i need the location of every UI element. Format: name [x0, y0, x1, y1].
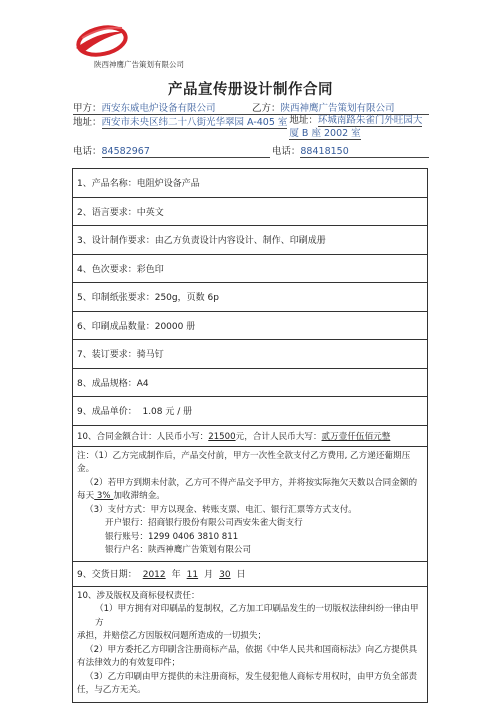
- account-label: 银行账号：: [105, 531, 148, 542]
- holder-value: 陕西神鹰广告策划有限公司: [147, 545, 252, 555]
- payment-notes: [73, 446, 428, 561]
- contract-table: [72, 168, 428, 703]
- item-language: 2、语言要求：中英文: [73, 197, 428, 226]
- total-lowercase: 21500: [208, 431, 236, 442]
- delivery-label: 9、交货日期：: [77, 570, 137, 580]
- account-value: 1299 0406 3810 811: [147, 531, 239, 542]
- address-row: [73, 114, 429, 142]
- copyright-p1a: （1）甲方拥有对印刷品的复制权，乙方加工印刷品发生的一切版权法律纠纷一律由甲方: [95, 604, 419, 628]
- month-char: 月: [204, 570, 214, 580]
- unit-price-label: 9、成品单价：: [77, 407, 137, 418]
- page-title: 产品宣传册设计制作合同: [168, 82, 333, 98]
- total-label: 10、合同金额合计：人民币小写：: [77, 431, 209, 442]
- party-b-label: 乙方：: [252, 103, 281, 114]
- delivery-year: 2012: [142, 570, 166, 580]
- copyright-heading: 10、涉及版权及商标侵权责任：: [77, 590, 200, 601]
- party-b: [250, 100, 429, 114]
- address-a-value: 西安市未央区纬二十八街光华翠园 A-405 室: [101, 117, 288, 128]
- copyright-p3b: 任，与乙方无关。: [77, 685, 146, 695]
- copyright-p1b: 承担，并赔偿乙方因版权问题所造成的一切损失；: [77, 631, 267, 641]
- item-paper: 5、印制纸张要求：250g，页数 6p: [73, 283, 428, 312]
- item-size: 8、成品规格：A4: [73, 368, 428, 397]
- phone-b-value: 88418150: [300, 146, 428, 158]
- year-char: 年: [171, 570, 181, 580]
- item-unit-price: [73, 397, 428, 426]
- note-line-1: 注：（1）乙方完成制作后，产品交付前，甲方一次性全款支付乙方费用, 乙方递还葡期压金。: [77, 450, 411, 474]
- party-b-name: 陕西神鹰广告策划有限公司: [280, 103, 395, 114]
- phone-a: [73, 143, 270, 156]
- bank-label: 开户银行：: [105, 518, 148, 528]
- delivery-date: [73, 561, 428, 586]
- delivery-day: 30: [219, 570, 231, 580]
- phone-b: [270, 143, 429, 156]
- item-total-amount: [73, 425, 428, 446]
- bank-row: [77, 517, 423, 531]
- address-b: [287, 114, 429, 142]
- item-design-requirements: 3、设计制作要求：由乙方负责设计内容设计、制作、印刷成册: [73, 226, 428, 255]
- item-binding: 7、装订要求：骑马钉: [73, 340, 428, 369]
- item-product-name: 1、产品名称：电阻炉设备产品: [73, 169, 428, 198]
- holder-row: [77, 544, 423, 558]
- copyright-section: [73, 586, 428, 702]
- phone-a-label: 电话：: [73, 146, 102, 157]
- phone-a-value: 84582967: [102, 146, 270, 158]
- account-row: [77, 531, 423, 545]
- copyright-p2a: （2）甲方委托乙方印刷含注册商标产品，依据《中华人民共和国商标法》向乙方提供具: [85, 644, 418, 655]
- holder-label: 银行户名：: [105, 545, 148, 555]
- total-mid-text: 元，合计人民币大写：: [235, 431, 322, 442]
- company-logo-icon: [72, 22, 128, 60]
- address-a-label: 地址：: [73, 117, 102, 128]
- note-line-4: （3）支付方式：甲方以现金、转账支票、电汇、银行汇票等方式支付。: [85, 504, 357, 515]
- item-color: 4、色次要求：彩色印: [73, 254, 428, 283]
- late-fee-rate: 3%: [94, 491, 114, 501]
- copyright-p3a: （3）乙方印刷由甲方提供的未注册商标，发生侵犯他人商标专用权时，由甲方负全部责: [85, 671, 418, 682]
- party-a-label: 甲方：: [73, 103, 102, 114]
- unit-price-value: 1.08 元 / 册: [142, 407, 193, 418]
- phone-b-label: 电话：: [271, 146, 301, 157]
- day-char: 日: [236, 570, 246, 580]
- note-line-3-pre: 每天: [77, 491, 95, 501]
- party-a: [73, 100, 250, 114]
- party-a-name: 西安东威电炉设备有限公司: [101, 103, 216, 114]
- address-b-value: 环城南路朱雀门外旺园大厦 B 座 2002 室: [289, 115, 423, 139]
- bank-value: 招商银行股份有限公司西安朱雀大街支行: [147, 518, 303, 528]
- address-a: [73, 114, 287, 142]
- note-line-2: （2）若甲方到期未付款，乙方可不得产品交予甲方，并将按实际拖欠天数以合同金额的: [85, 477, 418, 488]
- note-line-3-post: 加收滞纳金。: [113, 491, 165, 501]
- item-quantity: 6、印刷成品数量：20000 册: [73, 311, 428, 340]
- note-line-3: [77, 490, 423, 504]
- address-b-label: 地址：: [289, 115, 318, 126]
- total-uppercase: 贰万壹仟伍佰元整: [321, 431, 391, 442]
- company-header: 陕西神鹰广告策划有限公司: [94, 60, 184, 69]
- phone-row: [73, 143, 429, 156]
- party-row: [73, 100, 429, 115]
- delivery-month: 11: [186, 570, 199, 580]
- copyright-p2b: 有法律效力的有效复印件；: [77, 658, 181, 668]
